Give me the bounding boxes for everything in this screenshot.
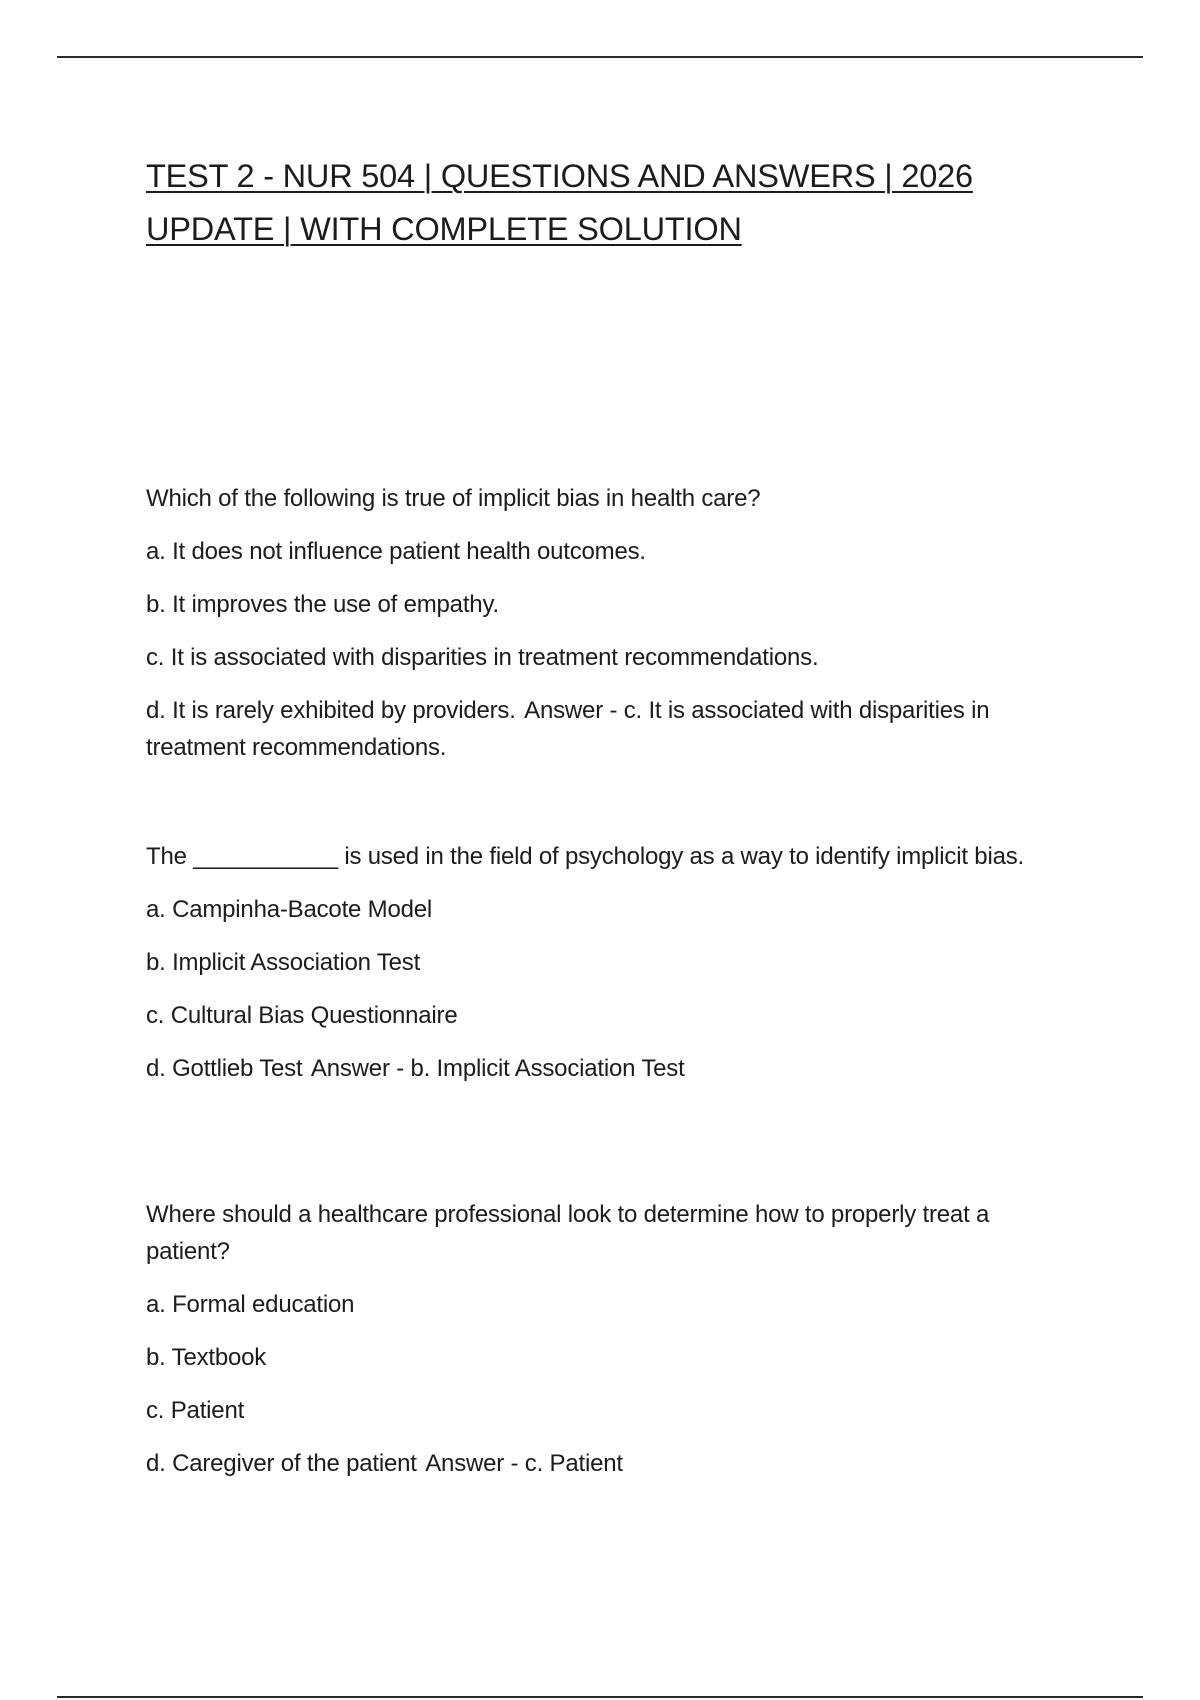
option-d-with-answer	[146, 692, 1066, 766]
title-line-2: UPDATE | WITH COMPLETE SOLUTION	[146, 211, 742, 247]
option-b: b. Textbook	[146, 1344, 267, 1371]
question-text: Where should a healthcare professional look to determine how to properly treat a patient?	[146, 1201, 990, 1265]
answer: Answer - c. It is associated with disparities in treatment recommendations.	[146, 697, 990, 761]
option-d: d. Caregiver of the patient	[146, 1450, 417, 1477]
answer: Answer - c. Patient	[425, 1450, 623, 1477]
option-b: b. Implicit Association Test	[146, 949, 421, 976]
option-d: d. It is rarely exhibited by providers.	[146, 697, 516, 724]
option-c: c. It is associated with disparities in treatment recommendations.	[146, 644, 819, 671]
question-text: The ___________ is used in the field of psychology as a way to identify implicit bias.	[146, 843, 1024, 870]
document-title	[146, 150, 1066, 256]
option-d-with-answer	[146, 1445, 1066, 1482]
top-rule	[57, 56, 1143, 58]
option-a: a. It does not influence patient health outcomes.	[146, 538, 646, 565]
question-1	[146, 480, 1066, 766]
option-d: d. Gottlieb Test	[146, 1055, 303, 1082]
option-a: a. Campinha-Bacote Model	[146, 896, 433, 923]
title-line-1: TEST 2 - NUR 504 | QUESTIONS AND ANSWERS | 2026	[146, 158, 973, 194]
option-d-with-answer	[146, 1050, 1066, 1087]
question-2	[146, 838, 1066, 1087]
document-header	[146, 150, 1066, 256]
answer: Answer - b. Implicit Association Test	[310, 1055, 685, 1082]
question-3	[146, 1196, 1066, 1482]
option-c: c. Patient	[146, 1397, 245, 1424]
option-b: b. It improves the use of empathy.	[146, 591, 499, 618]
question-text: Which of the following is true of implicit bias in health care?	[146, 485, 761, 512]
option-a: a. Formal education	[146, 1291, 355, 1318]
option-c: c. Cultural Bias Questionnaire	[146, 1002, 458, 1029]
bottom-rule	[57, 1696, 1143, 1698]
